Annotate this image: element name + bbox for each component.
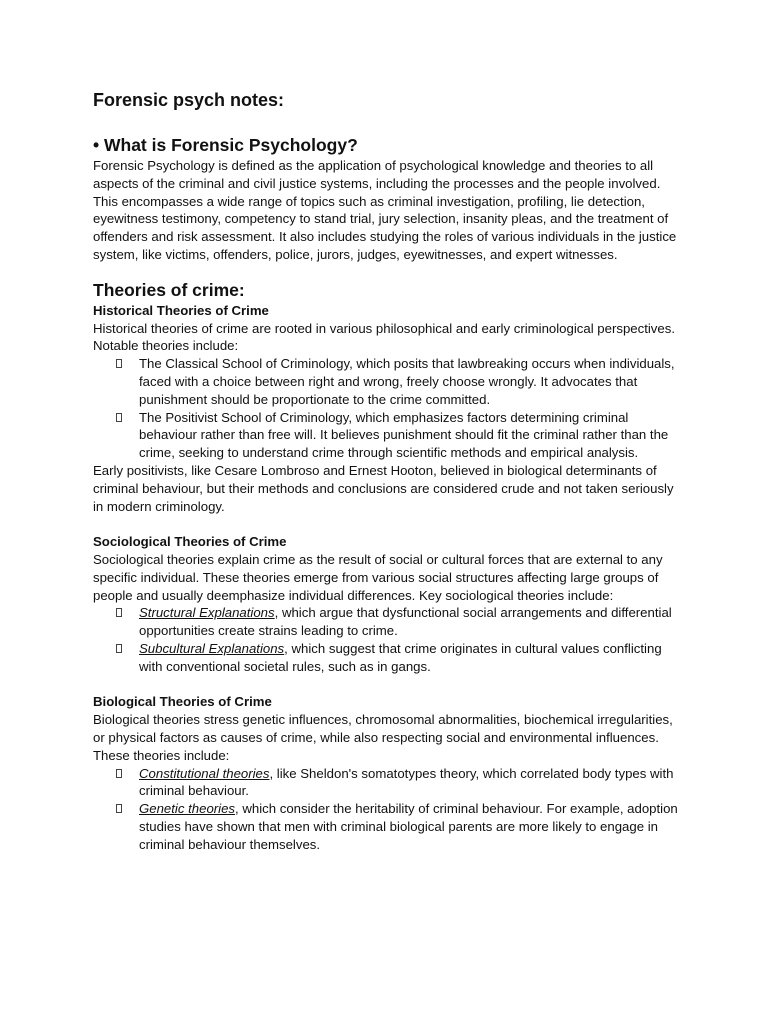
term-subcultural-explanations: Subcultural Explanations: [139, 640, 285, 656]
section-heading-theories: Theories of crime:: [93, 279, 245, 300]
document-page: [93, 88, 683, 853]
list-item-text: The Positivist School of Criminology, which emphasizes factors determining criminal behaviour rather than free will. It believes punishment should fit the criminal rather than the crime, seeking to understand crime through scientific methods and empirical analysis.: [139, 409, 669, 461]
subheading-sociological: Sociological Theories of Crime: [93, 534, 287, 550]
spacer: [93, 676, 683, 694]
spacer: [93, 515, 683, 533]
bullet-box-icon: [116, 359, 122, 368]
bullet-box-icon: [116, 608, 122, 617]
historical-intro: Historical theories of crime are rooted in various philosophical and early criminological perspectives. Notable theories include:: [93, 320, 675, 354]
term-constitutional-theories: Constitutional theories: [139, 765, 270, 781]
list-item-text: , which argue that dysfunctional social arrangements and differential opportunities create strains leading to crime.: [139, 605, 672, 639]
section-heading-what-is: • What is Forensic Psychology?: [93, 135, 358, 155]
list-item: [93, 800, 683, 853]
bullet-box-icon: [116, 413, 122, 422]
bullet-box-icon: [116, 769, 122, 778]
list-item-text: , which suggest that crime originates in cultural values conflicting with conventional societal rules, such as in gangs.: [139, 640, 662, 674]
sociological-list: [93, 604, 683, 675]
subheading-biological: Biological Theories of Crime: [93, 694, 272, 710]
historical-list: [93, 355, 683, 462]
bullet-box-icon: [116, 644, 122, 653]
list-item-text: The Classical School of Criminology, which posits that lawbreaking occurs when individuals, faced with a choice between right and wrong, freely choose wrongly. It advocates that punishment should be proportionate to the crime committed.: [139, 356, 675, 407]
bullet-box-icon: [116, 804, 122, 813]
subheading-historical: Historical Theories of Crime: [93, 302, 269, 318]
biological-intro: Biological theories stress genetic influences, chromosomal abnormalities, biochemical irregularities, or physical factors as causes of crime, while also respecting social and environmental influences. These theories include:: [93, 712, 673, 763]
definition-paragraph: Forensic Psychology is defined as the application of psychological knowledge and theories to all aspects of the criminal and civil justice systems, including the processes and the people involved. This encompasses a wide range of topics such as criminal investigation, profiling, lie detection, eyewitness testimony, competency to stand trial, jury selection, insanity pleas, and the treatment of offenders and risk assessment. It also includes studying the roles of various individuals in the justice system, like victims, offenders, police, jurors, judges, eyewitnesses, and expert witnesses.: [93, 158, 677, 262]
list-item: [93, 355, 683, 408]
list-item: [93, 640, 683, 676]
list-item: [93, 409, 683, 462]
term-genetic-theories: Genetic theories: [139, 801, 236, 817]
list-item: [93, 765, 683, 801]
term-structural-explanations: Structural Explanations: [139, 605, 275, 621]
biological-list: [93, 765, 683, 854]
historical-outro: Early positivists, like Cesare Lombroso and Ernest Hooton, believed in biological determinants of criminal behaviour, but their methods and conclusions are considered crude and not taken seriously in modern criminology.: [93, 462, 674, 514]
list-item-text: , which consider the heritability of criminal behaviour. For example, adoption studies have shown that men with criminal biological parents are more likely to engage in criminal behaviour themselves.: [139, 801, 678, 852]
sociological-intro: Sociological theories explain crime as the result of social or cultural forces that are external to any specific individual. These theories emerge from various social structures affecting large groups of people and usually deemphasize individual differences. Key sociological theories include:: [93, 551, 663, 603]
list-item: [93, 604, 683, 640]
list-item-text: , like Sheldon's somatotypes theory, which correlated body types with criminal behaviour.: [139, 765, 674, 799]
document-title: Forensic psych notes:: [93, 90, 285, 110]
